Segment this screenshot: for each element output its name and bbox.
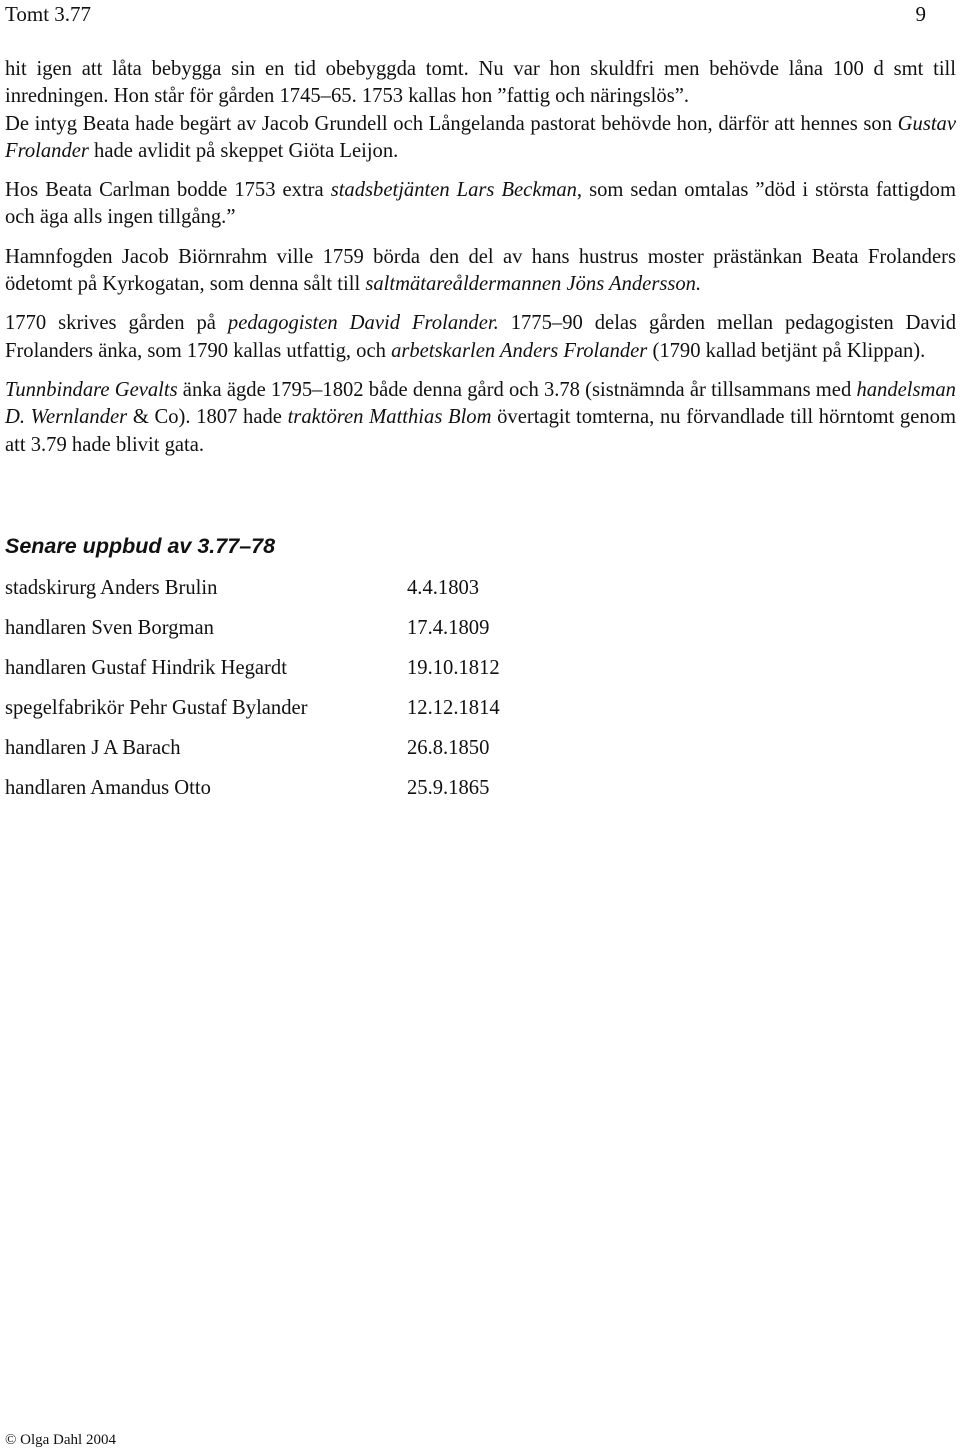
owner-name: handlaren Amandus Otto xyxy=(5,777,211,799)
copyright-footer: © Olga Dahl 2004 xyxy=(5,1432,116,1448)
text-run: hade avlidit på skeppet Giöta Leijon. xyxy=(88,139,399,162)
paragraph xyxy=(5,310,956,365)
paragraph xyxy=(5,111,956,166)
paragraph xyxy=(5,244,956,299)
paragraph xyxy=(5,56,956,111)
text-run: Hamnfogden Jacob Biörnrahm ville 1759 börda den del av hans hustrus moster prästänkan Beata Frolanders ödetomt på Kyrkogatan, som denna sålt till xyxy=(5,245,956,296)
italic-text-run: handelsman D. Wernlander xyxy=(5,378,956,429)
italic-text-run: saltmätareåldermannen Jöns Andersson. xyxy=(365,273,702,296)
owner-name: handlaren J A Barach xyxy=(5,737,181,759)
owner-date: 26.8.1850 xyxy=(407,737,490,759)
text-run: & Co). 1807 hade xyxy=(127,406,288,429)
text-run: Hos Beata Carlman bodde 1753 extra xyxy=(5,179,331,202)
owner-date: 4.4.1803 xyxy=(407,577,480,599)
section-heading: Senare uppbud av 3.77–78 xyxy=(5,534,276,558)
text-run: De intyg Beata hade begärt av Jacob Grundell och Långelanda pastorat behövde hon, därför att hennes son xyxy=(5,112,898,135)
text-run: hit igen att låta bebygga sin en tid obebyggda tomt. Nu var hon skuldfri men behövde låna 100 d smt till inredningen. Hon står för gården 1745–65. 1753 kallas hon ”fattig och näringslös”. xyxy=(5,58,956,108)
owner-name: handlaren Sven Borgman xyxy=(5,617,214,639)
italic-text-run: pedagogisten David Frolander. xyxy=(227,312,499,335)
italic-text-run: stadsbetjänten Lars Beckman xyxy=(330,179,577,202)
paragraph xyxy=(5,177,956,232)
owner-name: stadskirurg Anders Brulin xyxy=(5,577,218,599)
italic-text-run: Gustav Frolander xyxy=(5,112,956,162)
text-run: 1775–90 delas gården mellan pedagogisten David Frolanders änka, som 1790 kallas utfattig, och xyxy=(5,312,957,362)
text-run: , som sedan omtalas ”död i största fattigdom och äga alls ingen tillgång.” xyxy=(5,179,956,229)
text-run: 1770 skrives gården på xyxy=(5,312,228,335)
italic-text-run: arbetskarlen Anders Frolander xyxy=(391,339,648,362)
paragraph xyxy=(5,377,956,459)
page-number: 9 xyxy=(915,2,926,26)
page-header xyxy=(5,0,926,30)
owner-date: 19.10.1812 xyxy=(407,657,500,679)
italic-text-run: Tunnbindare Gevalts xyxy=(5,378,178,401)
owner-date: 17.4.1809 xyxy=(407,617,490,639)
owner-name: spegelfabrikör Pehr Gustaf Bylander xyxy=(5,697,308,719)
italic-text-run: traktören Matthias Blom xyxy=(287,406,492,429)
body-text xyxy=(5,56,956,471)
text-run: änka ägde 1795–1802 både denna gård och 3.78 (sistnämnda år tillsammans med xyxy=(177,378,857,401)
page-title: Tomt 3.77 xyxy=(5,2,92,26)
owner-name: handlaren Gustaf Hindrik Hegardt xyxy=(5,657,287,679)
owner-date: 12.12.1814 xyxy=(407,697,500,719)
text-run: (1790 kallad betjänt på Klippan). xyxy=(647,339,926,362)
owner-date: 25.9.1865 xyxy=(407,777,490,799)
text-run: övertagit tomterna, nu förvandlade till hörntomt genom att 3.79 hade blivit gata. xyxy=(5,406,956,456)
